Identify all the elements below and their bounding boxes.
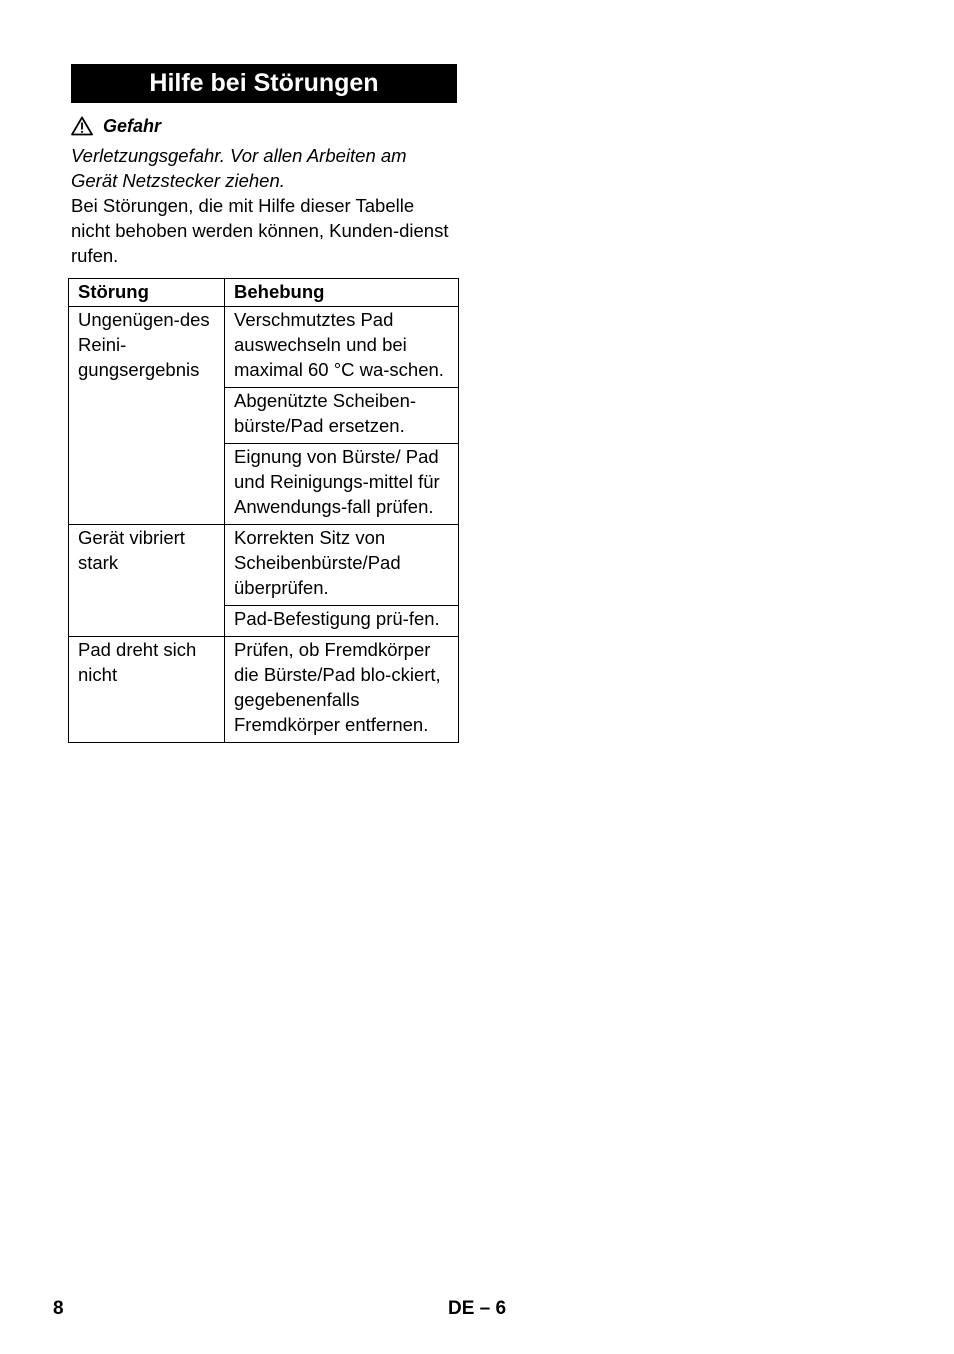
danger-label: Gefahr <box>103 115 162 136</box>
table-header-row <box>69 279 459 307</box>
remedy-cell: Pad-Befestigung prü-fen. <box>225 606 459 637</box>
table-row <box>69 307 459 388</box>
page-code: DE – 6 <box>448 1298 507 1319</box>
fault-cell: Gerät vibriert stark <box>69 525 225 637</box>
warning-triangle-icon <box>71 116 93 136</box>
page-number: 8 <box>53 1298 64 1319</box>
column-header-fault: Störung <box>69 279 225 307</box>
remedy-cell: Abgenützte Scheiben-bürste/Pad ersetzen. <box>225 388 459 444</box>
remedy-cell: Eignung von Bürste/ Pad und Reinigungs-mittel für Anwendungs-fall prüfen. <box>225 444 459 525</box>
danger-text: Verletzungsgefahr. Vor allen Arbeiten am Gerät Netzstecker ziehen. <box>71 145 407 191</box>
intro-text: Bei Störungen, die mit Hilfe dieser Tabelle nicht behoben werden können, Kunden-dienst rufen. <box>71 195 449 266</box>
fault-cell: Ungenügen-des Reini-gungsergebnis <box>69 307 225 525</box>
table-row <box>69 525 459 606</box>
table-row <box>69 637 459 743</box>
section-title: Hilfe bei Störungen <box>71 64 457 103</box>
danger-notice <box>71 114 457 138</box>
content-column <box>71 64 457 268</box>
troubleshooting-table <box>68 278 459 743</box>
remedy-cell: Verschmutztes Pad auswechseln und bei maximal 60 °C wa-schen. <box>225 307 459 388</box>
column-header-remedy: Behebung <box>225 279 459 307</box>
remedy-cell: Prüfen, ob Fremdkörper die Bürste/Pad blo-ckiert, gegebenenfalls Fremdkörper entfernen. <box>225 637 459 743</box>
fault-cell: Pad dreht sich nicht <box>69 637 225 743</box>
remedy-cell: Korrekten Sitz von Scheibenbürste/Pad überprüfen. <box>225 525 459 606</box>
